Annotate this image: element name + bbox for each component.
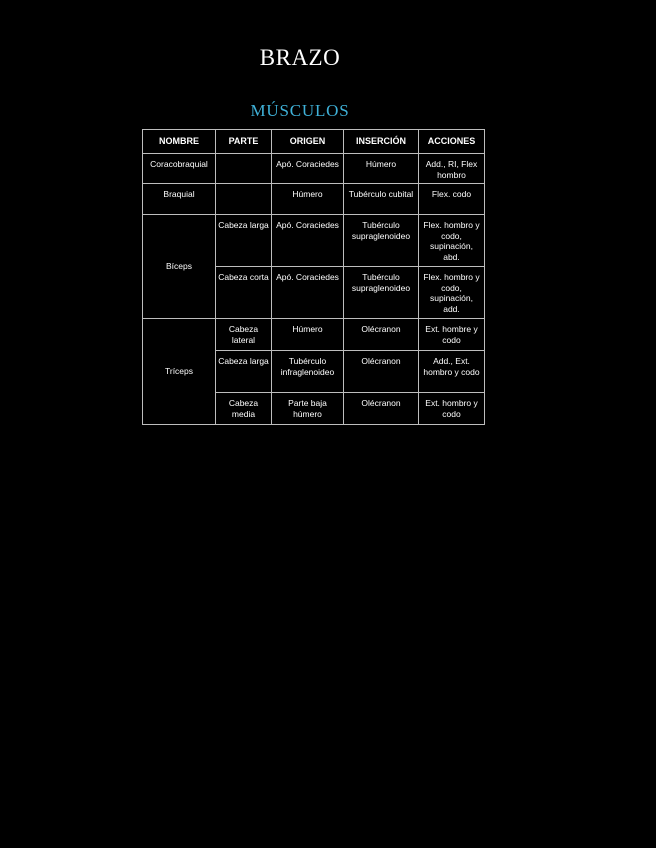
cell-parte: Cabeza larga — [216, 351, 272, 393]
cell-origen: Apó. Coraciedes — [272, 215, 344, 267]
table-row — [143, 184, 485, 215]
cell-insercion: Olécranon — [344, 393, 419, 425]
cell-parte — [216, 184, 272, 215]
cell-acciones: Flex. hombro y codo, supinación, abd. — [419, 215, 485, 267]
page-title-wrap — [0, 45, 600, 71]
cell-parte: Cabeza larga — [216, 215, 272, 267]
cell-origen: Húmero — [272, 184, 344, 215]
header-insercion: INSERCIÓN — [344, 130, 419, 154]
table-row — [143, 154, 485, 184]
table-row — [143, 319, 485, 351]
cell-acciones: Flex. hombro y codo, supinación, add. — [419, 267, 485, 319]
cell-origen: Tubérculo infraglenoideo — [272, 351, 344, 393]
cell-acciones: Ext. hombre y codo — [419, 319, 485, 351]
cell-acciones: Add., Ext. hombro y codo — [419, 351, 485, 393]
cell-acciones: Flex. codo — [419, 184, 485, 215]
cell-insercion: Tubérculo supraglenoideo — [344, 267, 419, 319]
header-acciones: ACCIONES — [419, 130, 485, 154]
page-title: BRAZO — [259, 45, 341, 70]
cell-origen: Apó. Coraciedes — [272, 154, 344, 184]
header-nombre: NOMBRE — [143, 130, 216, 154]
cell-acciones: Add., RI, Flex hombro — [419, 154, 485, 184]
cell-insercion: Olécranon — [344, 351, 419, 393]
cell-nombre: Tríceps — [143, 319, 216, 425]
cell-parte — [216, 154, 272, 184]
cell-insercion: Tubérculo supraglenoideo — [344, 215, 419, 267]
table-row — [143, 215, 485, 267]
cell-insercion: Olécranon — [344, 319, 419, 351]
table-header-row — [143, 130, 485, 154]
cell-acciones: Ext. hombro y codo — [419, 393, 485, 425]
muscles-table — [142, 129, 485, 425]
cell-insercion: Tubérculo cubital — [344, 184, 419, 215]
cell-nombre: Bíceps — [143, 215, 216, 319]
cell-nombre: Braquial — [143, 184, 216, 215]
header-parte: PARTE — [216, 130, 272, 154]
cell-parte: Cabeza corta — [216, 267, 272, 319]
cell-origen: Apó. Coraciedes — [272, 267, 344, 319]
cell-nombre: Coracobraquial — [143, 154, 216, 184]
section-heading: MÚSCULOS — [250, 101, 350, 120]
cell-parte: Cabeza lateral — [216, 319, 272, 351]
cell-origen: Húmero — [272, 319, 344, 351]
header-origen: ORIGEN — [272, 130, 344, 154]
cell-insercion: Húmero — [344, 154, 419, 184]
cell-origen: Parte baja húmero — [272, 393, 344, 425]
cell-parte: Cabeza media — [216, 393, 272, 425]
